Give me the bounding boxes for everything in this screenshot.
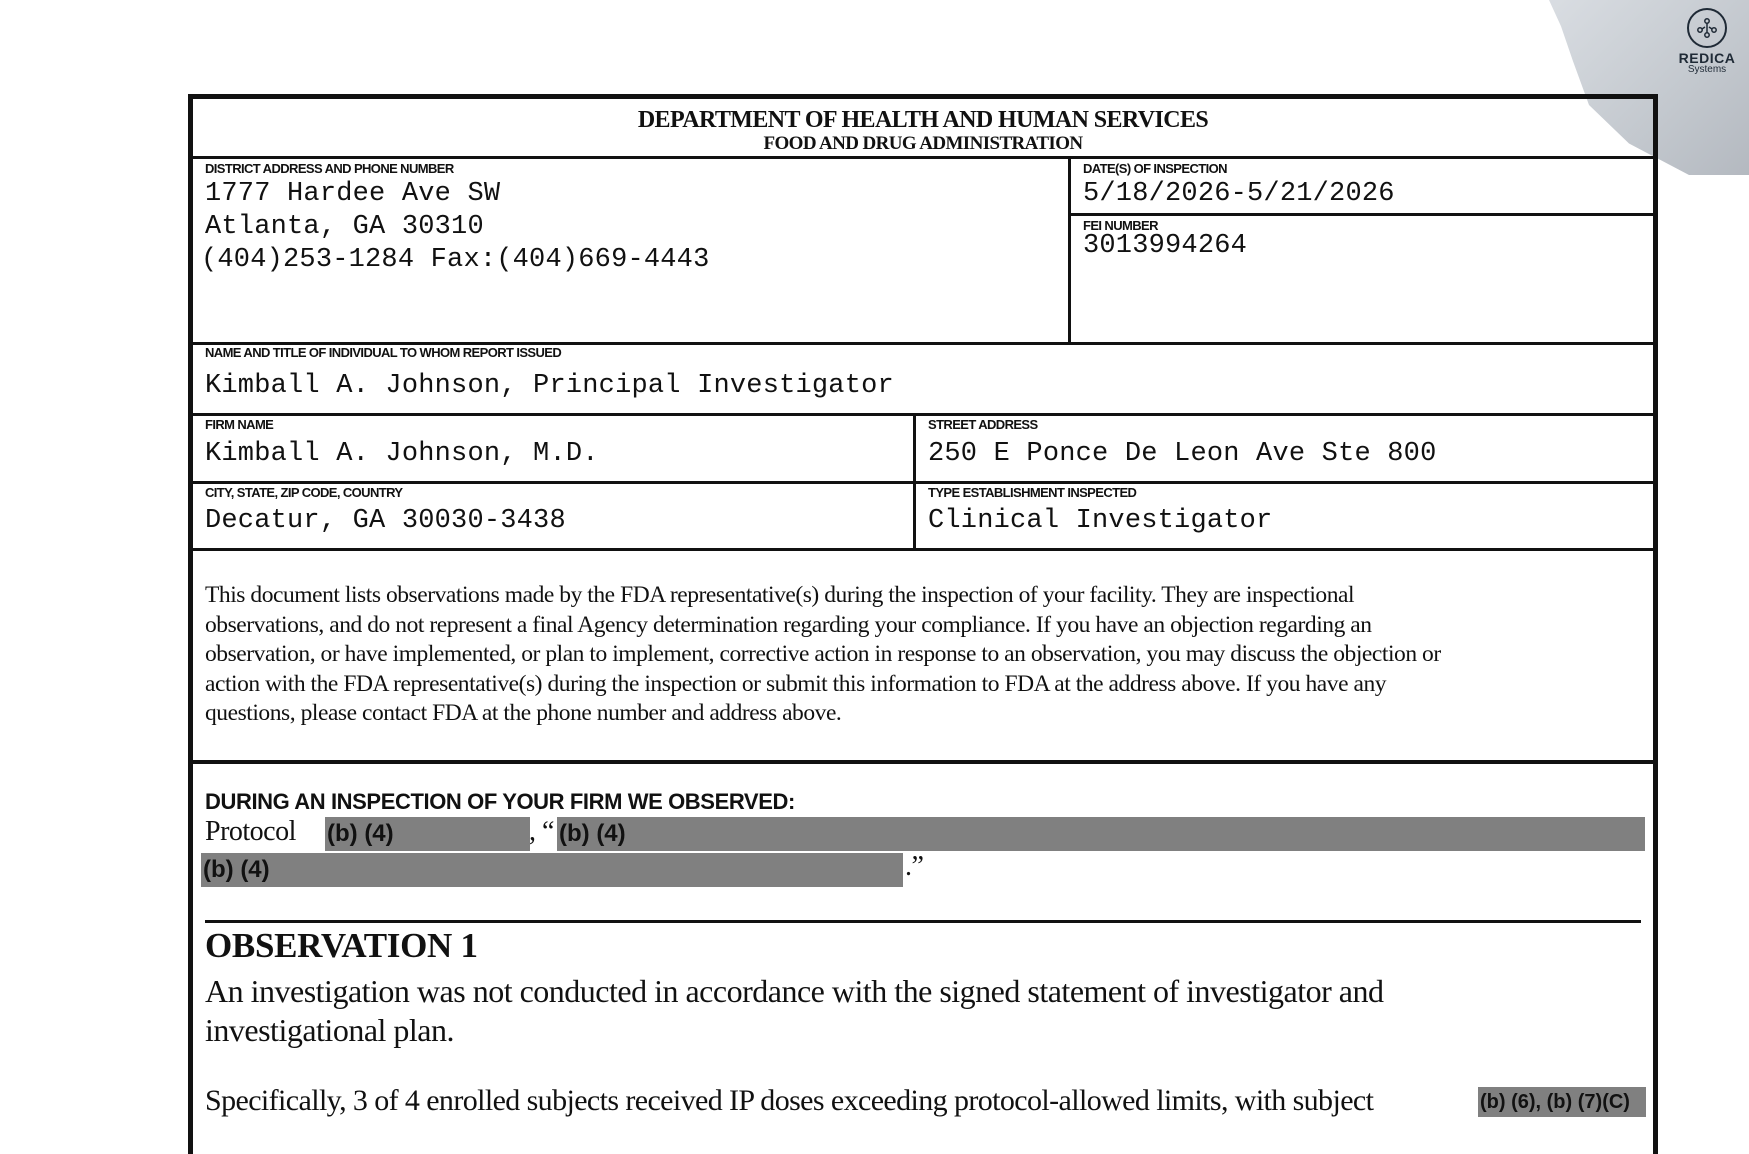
observation-summary bbox=[205, 972, 1383, 1050]
city-label: CITY, STATE, ZIP CODE, COUNTRY bbox=[205, 485, 403, 500]
district-address-line2: Atlanta, GA 30310 bbox=[205, 212, 484, 242]
observation-line: investigational plan. bbox=[205, 1012, 454, 1048]
logo-network-icon bbox=[1687, 8, 1727, 48]
fei-value: 3013994264 bbox=[1083, 231, 1248, 261]
notice-paragraph bbox=[205, 581, 1645, 729]
street-value: 250 E Ponce De Leon Ave Ste 800 bbox=[928, 439, 1437, 469]
inspection-dates-value: 5/18/2026-5/21/2026 bbox=[1083, 179, 1395, 209]
establishment-value: Clinical Investigator bbox=[928, 506, 1273, 536]
observed-heading: DURING AN INSPECTION OF YOUR FIRM WE OBSERVED: bbox=[205, 789, 795, 814]
logo-brand-text: REDICA bbox=[1678, 50, 1736, 66]
redaction-b4: (b) (4) bbox=[557, 817, 1645, 851]
city-value: Decatur, GA 30030-3438 bbox=[205, 506, 566, 536]
establishment-label: TYPE ESTABLISHMENT INSPECTED bbox=[928, 485, 1137, 500]
divider bbox=[193, 548, 1653, 551]
end-quote: .” bbox=[905, 851, 924, 882]
fda-483-form bbox=[188, 94, 1658, 1154]
district-label: DISTRICT ADDRESS AND PHONE NUMBER bbox=[205, 161, 454, 176]
redaction-b4: (b) (4) bbox=[325, 817, 530, 851]
observation-detail: Specifically, 3 of 4 enrolled subjects received IP doses exceeding protocol-allowed limits, with subject bbox=[205, 1084, 1374, 1117]
divider bbox=[205, 920, 1641, 923]
notice-line: observations, and do not represent a final Agency determination regarding your compliance. If you have an objection regarding an bbox=[205, 611, 1372, 638]
observation-title: OBSERVATION 1 bbox=[205, 926, 478, 965]
inspection-dates-label: DATE(S) OF INSPECTION bbox=[1083, 161, 1227, 176]
comma-quote: , “ bbox=[529, 816, 554, 847]
district-phone: (404)253-1284 Fax:(404)669-4443 bbox=[201, 245, 710, 275]
divider bbox=[193, 413, 1653, 416]
observation-line: An investigation was not conducted in accordance with the signed statement of investigator and bbox=[205, 973, 1384, 1009]
notice-line: observation, or have implemented, or plan to implement, corrective action in response to an observation, you may discuss the objection or bbox=[205, 641, 1441, 667]
logo-sub-text: Systems bbox=[1687, 64, 1727, 75]
notice-line: This document lists observations made by the FDA representative(s) during the inspection of your facility. They are inspectional bbox=[205, 582, 1355, 608]
firm-value: Kimball A. Johnson, M.D. bbox=[205, 439, 599, 469]
divider bbox=[1068, 213, 1653, 216]
notice-line: action with the FDA representative(s) during the inspection or submit this information to FDA at the address above. If you have any bbox=[205, 670, 1387, 697]
protocol-word: Protocol bbox=[205, 816, 296, 847]
department-heading: DEPARTMENT OF HEALTH AND HUMAN SERVICES bbox=[637, 107, 1209, 133]
divider bbox=[1068, 156, 1071, 342]
divider bbox=[193, 481, 1653, 484]
district-address-line1: 1777 Hardee Ave SW bbox=[205, 179, 501, 209]
individual-value: Kimball A. Johnson, Principal Investigator bbox=[205, 371, 894, 401]
fei-label: FEI NUMBER bbox=[1083, 218, 1158, 233]
individual-label: NAME AND TITLE OF INDIVIDUAL TO WHOM REPORT ISSUED bbox=[205, 345, 562, 360]
firm-label: FIRM NAME bbox=[205, 417, 274, 432]
redica-logo bbox=[1675, 8, 1739, 75]
agency-heading: FOOD AND DRUG ADMINISTRATION bbox=[763, 133, 1083, 154]
redaction-subject: (b) (6), (b) (7)(C) bbox=[1478, 1087, 1646, 1117]
notice-line: questions, please contact FDA at the phone number and address above. bbox=[205, 700, 842, 726]
divider bbox=[193, 760, 1653, 764]
redaction-b4: (b) (4) bbox=[201, 853, 903, 887]
street-label: STREET ADDRESS bbox=[928, 417, 1038, 432]
divider bbox=[193, 156, 1653, 159]
